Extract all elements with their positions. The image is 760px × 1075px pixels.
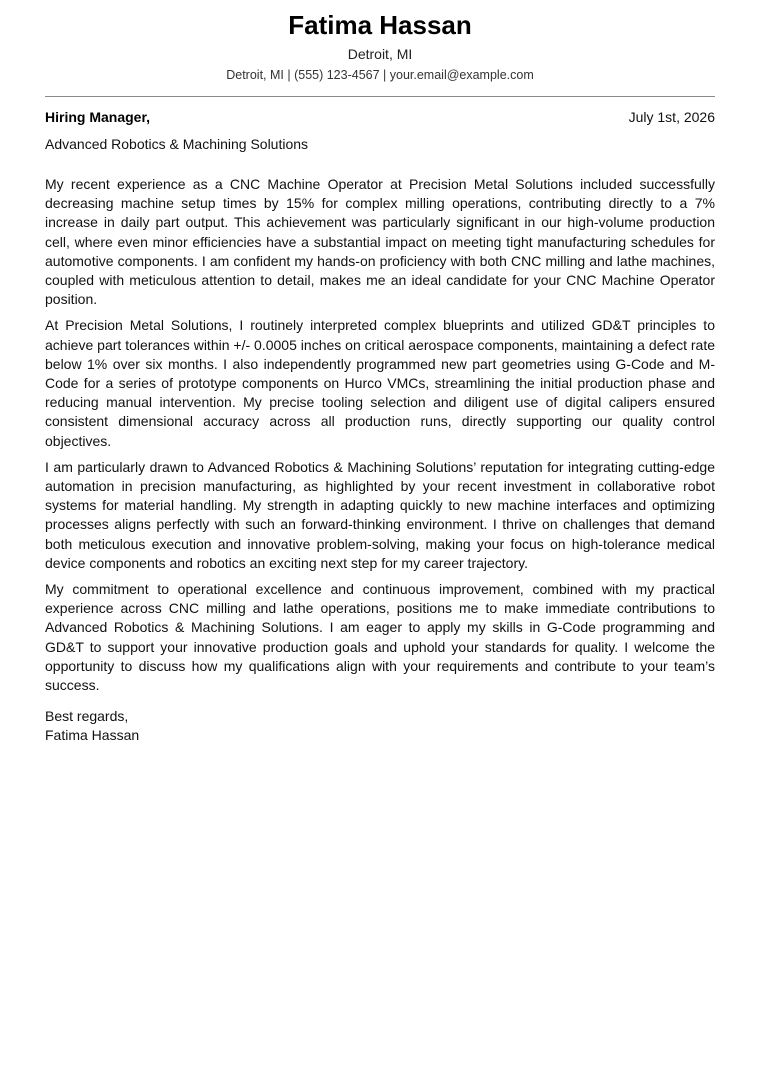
- company-name: Advanced Robotics & Machining Solutions: [45, 136, 309, 152]
- body-paragraph-2: At Precision Metal Solutions, I routinely interpreted complex blueprints and utilized GD&T principles to achieve part tolerances within +/- 0.0005 inches on critical aerospace components, maintaining a defect rate below 1% over six months. I also independently programmed new part geometries using G-Code and M-Code for a series of prototype components on Hurco VMCs, streamlining the initial production phase and reducing manual intervention. My precise tooling selection and diligent use of digital calipers ensured consistent dimensional accuracy across all production runs, directly supporting our quality control objectives.: [45, 317, 715, 449]
- letter-header: [45, 8, 715, 84]
- letter-closing: [45, 707, 715, 745]
- recipient-date-row: [45, 107, 715, 127]
- applicant-contact-line: Detroit, MI | (555) 123-4567 | your.email@example.com: [226, 68, 534, 82]
- recipient-salutation: Hiring Manager,: [45, 109, 151, 125]
- closing-phrase: Best regards,: [45, 708, 129, 725]
- header-divider: [45, 96, 715, 97]
- applicant-location: Detroit, MI: [347, 46, 413, 62]
- body-paragraph-3: I am particularly drawn to Advanced Robotics & Machining Solutions’ reputation for integrating cutting-edge automation in precision manufacturing, as highlighted by your recent investment in collaborative robot systems for material handling. My strength in adapting quickly to new machine interfaces and optimizing processes aligns perfectly with such an forward-thinking environment. I thrive on challenges that demand both meticulous execution and innovative problem-solving, making your focus on high-tolerance medical device components and robotics an exciting next step for my career trajectory.: [45, 458, 715, 571]
- signature-name: Fatima Hassan: [45, 727, 140, 744]
- body-paragraph-1: My recent experience as a CNC Machine Operator at Precision Metal Solutions included successfully decreasing machine setup times by 15% for complex milling operations, contributing directly to a 7% increase in daily part output. This achievement was particularly significant in our high-volume production cell, where even minor efficiencies have a substantial impact on meeting tight manufacturing schedules for automotive components. I am confident my hands-on proficiency with both CNC milling and lathe machines, coupled with meticulous attention to detail, makes me an ideal candidate for your CNC Machine Operator position.: [45, 176, 715, 308]
- applicant-name: Fatima Hassan: [288, 10, 472, 40]
- letter-date: July 1st, 2026: [628, 109, 715, 125]
- letter-body: [45, 175, 715, 695]
- body-paragraph-4: My commitment to operational excellence and continuous improvement, combined with my practical experience across CNC milling and lathe operations, positions me to make immediate contributions to Advanced Robotics & Machining Solutions. I am eager to apply my skills in G-Code programming and GD&T to support your innovative production goals and uphold your standards for quality. I welcome the opportunity to discuss how my qualifications align with your requirements and contribute to your team’s success.: [45, 581, 715, 694]
